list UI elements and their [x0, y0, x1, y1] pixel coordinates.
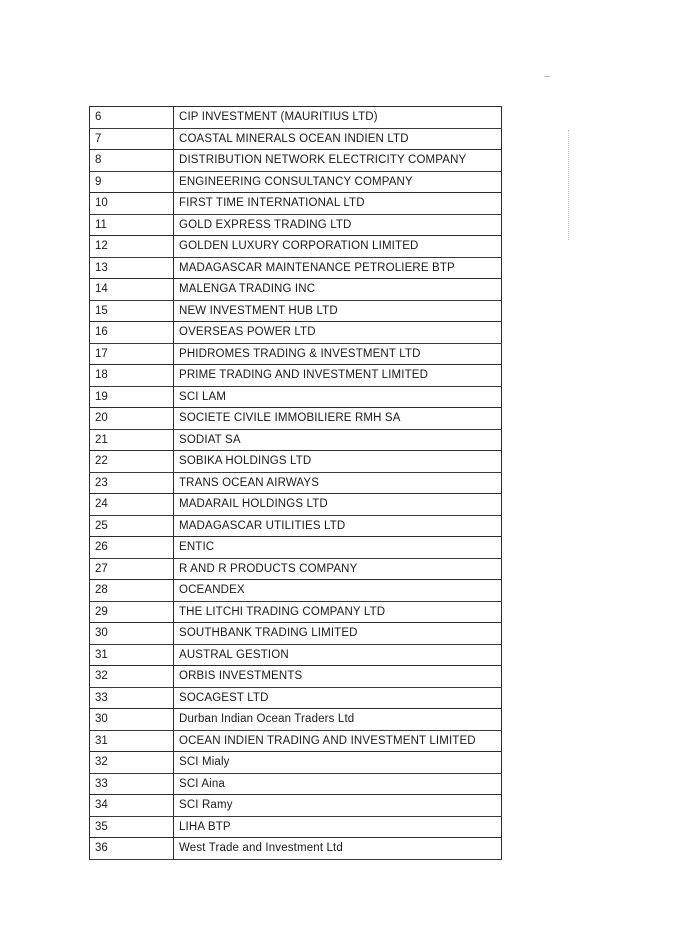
row-number: 28: [90, 580, 174, 602]
row-number: 21: [90, 429, 174, 451]
company-name: PHIDROMES TRADING & INVESTMENT LTD: [174, 343, 502, 365]
row-number: 20: [90, 408, 174, 430]
table-row: [90, 150, 502, 172]
company-table: [89, 106, 502, 860]
company-name: THE LITCHI TRADING COMPANY LTD: [174, 601, 502, 623]
company-name: SCI Aina: [174, 773, 502, 795]
table-row: [90, 666, 502, 688]
company-name: MADAGASCAR MAINTENANCE PETROLIERE BTP: [174, 257, 502, 279]
table-row: [90, 429, 502, 451]
row-number: 25: [90, 515, 174, 537]
company-name: DISTRIBUTION NETWORK ELECTRICITY COMPANY: [174, 150, 502, 172]
company-name: PRIME TRADING AND INVESTMENT LIMITED: [174, 365, 502, 387]
row-number: 11: [90, 214, 174, 236]
table-row: [90, 601, 502, 623]
company-name: SOBIKA HOLDINGS LTD: [174, 451, 502, 473]
row-number: 9: [90, 171, 174, 193]
company-name: SCI LAM: [174, 386, 502, 408]
company-name: SOUTHBANK TRADING LIMITED: [174, 623, 502, 645]
row-number: 10: [90, 193, 174, 215]
table-row: [90, 214, 502, 236]
row-number: 29: [90, 601, 174, 623]
table-row: [90, 515, 502, 537]
company-name: CIP INVESTMENT (MAURITIUS LTD): [174, 107, 502, 129]
company-name: ENTIC: [174, 537, 502, 559]
table-row: [90, 128, 502, 150]
company-name: OCEAN INDIEN TRADING AND INVESTMENT LIMITED: [174, 730, 502, 752]
table-row: [90, 687, 502, 709]
company-name: GOLDEN LUXURY CORPORATION LIMITED: [174, 236, 502, 258]
company-name: Durban Indian Ocean Traders Ltd: [174, 709, 502, 731]
table-row: [90, 752, 502, 774]
table-row: [90, 300, 502, 322]
company-name: MALENGA TRADING INC: [174, 279, 502, 301]
row-number: 14: [90, 279, 174, 301]
company-name: R AND R PRODUCTS COMPANY: [174, 558, 502, 580]
table-row: [90, 236, 502, 258]
table-row: [90, 709, 502, 731]
table-row: [90, 171, 502, 193]
row-number: 17: [90, 343, 174, 365]
table-row: [90, 257, 502, 279]
row-number: 34: [90, 795, 174, 817]
table-row: [90, 816, 502, 838]
company-name: ORBIS INVESTMENTS: [174, 666, 502, 688]
row-number: 27: [90, 558, 174, 580]
row-number: 35: [90, 816, 174, 838]
company-name: SCI Ramy: [174, 795, 502, 817]
table-row: [90, 838, 502, 860]
row-number: 32: [90, 752, 174, 774]
company-name: NEW INVESTMENT HUB LTD: [174, 300, 502, 322]
company-name: FIRST TIME INTERNATIONAL LTD: [174, 193, 502, 215]
company-name: AUSTRAL GESTION: [174, 644, 502, 666]
row-number: 30: [90, 623, 174, 645]
row-number: 7: [90, 128, 174, 150]
table-row: [90, 193, 502, 215]
table-row: [90, 580, 502, 602]
company-name: GOLD EXPRESS TRADING LTD: [174, 214, 502, 236]
company-name: OCEANDEX: [174, 580, 502, 602]
table-row: [90, 623, 502, 645]
row-number: 26: [90, 537, 174, 559]
row-number: 23: [90, 472, 174, 494]
row-number: 33: [90, 773, 174, 795]
company-name: SODIAT SA: [174, 429, 502, 451]
table-row: [90, 322, 502, 344]
table-row: [90, 558, 502, 580]
row-number: 6: [90, 107, 174, 129]
company-name: MADARAIL HOLDINGS LTD: [174, 494, 502, 516]
table-row: [90, 472, 502, 494]
table-row: [90, 795, 502, 817]
company-name: SOCIETE CIVILE IMMOBILIERE RMH SA: [174, 408, 502, 430]
table-row: [90, 494, 502, 516]
company-table-body: [90, 107, 502, 860]
row-number: 31: [90, 644, 174, 666]
row-number: 16: [90, 322, 174, 344]
table-row: [90, 537, 502, 559]
scan-speckle: [568, 130, 571, 240]
table-row: [90, 107, 502, 129]
row-number: 13: [90, 257, 174, 279]
table-row: [90, 773, 502, 795]
row-number: 12: [90, 236, 174, 258]
company-name: OVERSEAS POWER LTD: [174, 322, 502, 344]
company-name: COASTAL MINERALS OCEAN INDIEN LTD: [174, 128, 502, 150]
row-number: 24: [90, 494, 174, 516]
table-row: [90, 408, 502, 430]
table-row: [90, 730, 502, 752]
company-name: West Trade and Investment Ltd: [174, 838, 502, 860]
table-row: [90, 365, 502, 387]
row-number: 15: [90, 300, 174, 322]
company-name: MADAGASCAR UTILITIES LTD: [174, 515, 502, 537]
row-number: 33: [90, 687, 174, 709]
company-name: ENGINEERING CONSULTANCY COMPANY: [174, 171, 502, 193]
company-name: SCI Mialy: [174, 752, 502, 774]
row-number: 22: [90, 451, 174, 473]
table-row: [90, 386, 502, 408]
row-number: 8: [90, 150, 174, 172]
scan-mark: [544, 76, 550, 77]
company-name: SOCAGEST LTD: [174, 687, 502, 709]
row-number: 18: [90, 365, 174, 387]
company-name: TRANS OCEAN AIRWAYS: [174, 472, 502, 494]
table-row: [90, 343, 502, 365]
table-row: [90, 644, 502, 666]
row-number: 30: [90, 709, 174, 731]
row-number: 36: [90, 838, 174, 860]
table-row: [90, 279, 502, 301]
company-name: LIHA BTP: [174, 816, 502, 838]
row-number: 31: [90, 730, 174, 752]
row-number: 19: [90, 386, 174, 408]
table-row: [90, 451, 502, 473]
row-number: 32: [90, 666, 174, 688]
